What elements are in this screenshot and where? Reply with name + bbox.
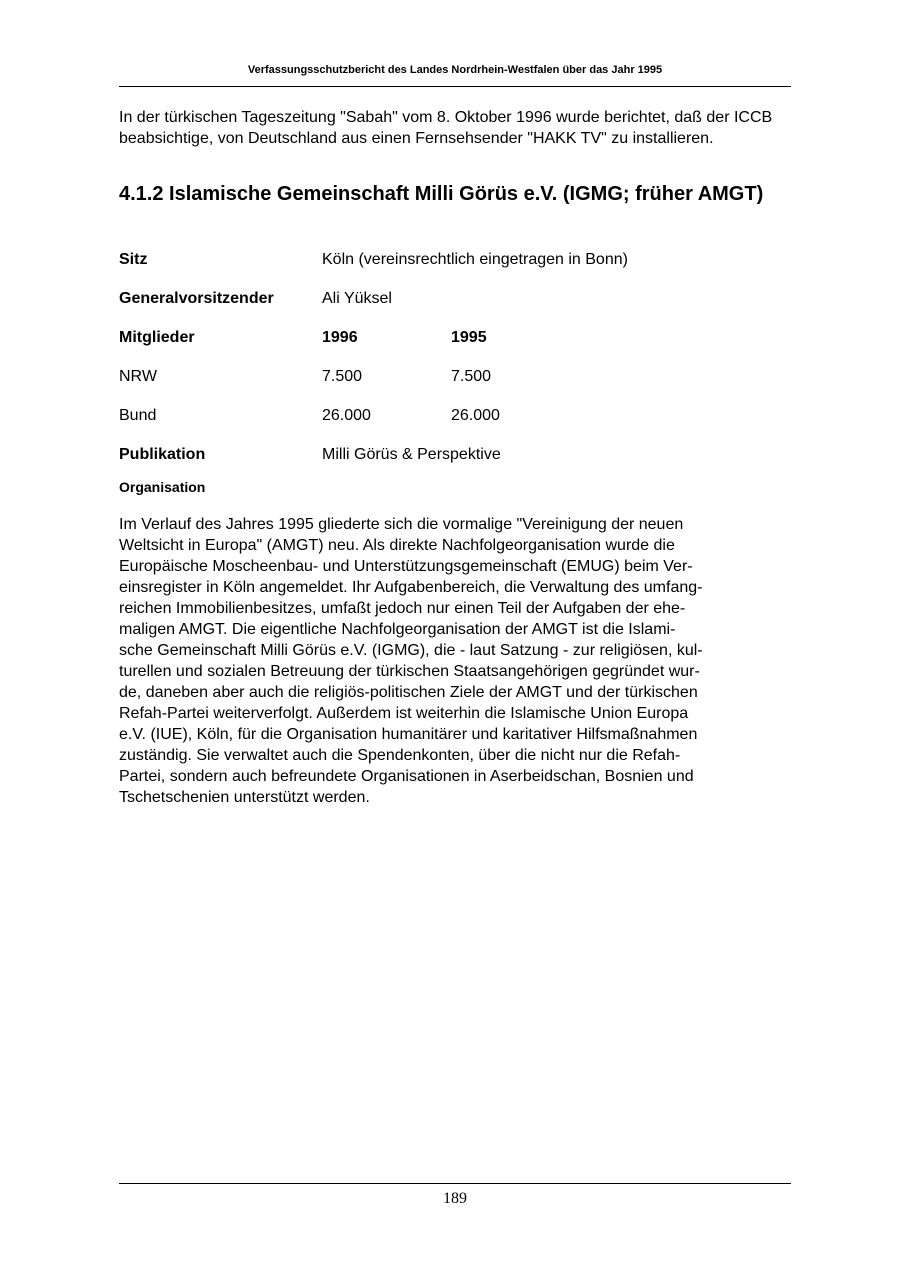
section-heading: 4.1.2 Islamische Gemeinschaft Milli Görüs e.V. (IGMG; früher AMGT) <box>119 183 764 205</box>
generalvorsitzender-value: Ali Yüksel <box>322 289 392 307</box>
nrw-1996-value: 7.500 <box>322 367 363 385</box>
bund-label: Bund <box>119 406 157 424</box>
paragraph-line: Im Verlauf des Jahres 1995 gliederte sich die vormalige "Vereinigung der neuen <box>119 516 684 533</box>
organisation-paragraph <box>119 514 791 808</box>
header-rule <box>119 86 791 87</box>
paragraph-line: Europäische Moscheenbau- und Unterstützungsgemeinschaft (EMUG) beim Ver- <box>119 558 693 575</box>
paragraph-line: zuständig. Sie verwaltet auch die Spendenkonten, über die nicht nur die Refah- <box>119 747 681 764</box>
facts-row-publikation <box>119 435 628 474</box>
nrw-label: NRW <box>119 367 157 385</box>
year-1995-header: 1995 <box>451 328 487 346</box>
paragraph-line: einsregister in Köln angemeldet. Ihr Aufgabenbereich, die Verwaltung des umfang- <box>119 579 703 596</box>
nrw-1995-value: 7.500 <box>451 367 492 385</box>
publikation-label: Publikation <box>119 445 206 463</box>
generalvorsitzender-label: Generalvorsitzender <box>119 289 274 307</box>
facts-row-mitglieder <box>119 318 628 357</box>
footer-rule <box>119 1183 791 1184</box>
organisation-heading: Organisation <box>119 479 206 495</box>
intro-paragraph: In der türkischen Tageszeitung "Sabah" vom 8. Oktober 1996 wurde berichtet, daß der ICCB beabsichtige, von Deutschland aus einen Fernsehsender "HAKK TV" zu installieren. <box>119 109 773 147</box>
bund-1995-value: 26.000 <box>451 406 500 424</box>
paragraph-line: maligen AMGT. Die eigentliche Nachfolgeorganisation der AMGT ist die Islami- <box>119 621 676 638</box>
page-number: 189 <box>443 1190 467 1207</box>
paragraph-line: Partei, sondern auch befreundete Organisationen in Aserbeidschan, Bosnien und <box>119 768 694 785</box>
running-header: Verfassungsschutzbericht des Landes Nordrhein-Westfalen über das Jahr 1995 <box>247 64 663 76</box>
paragraph-line: Tschetschenien unterstützt werden. <box>119 789 370 806</box>
mitglieder-label: Mitglieder <box>119 328 195 346</box>
paragraph-line: de, daneben aber auch die religiös-politischen Ziele der AMGT und der türkischen <box>119 684 698 701</box>
paragraph-line: sche Gemeinschaft Milli Görüs e.V. (IGMG), die - laut Satzung - zur religiösen, kul- <box>119 642 703 659</box>
publikation-value: Milli Görüs & Perspektive <box>322 445 501 463</box>
year-1996-header: 1996 <box>322 328 358 346</box>
sitz-label: Sitz <box>119 250 148 268</box>
facts-table <box>119 240 628 474</box>
paragraph-line: turellen und sozialen Betreuung der türkischen Staatsangehörigen gegründet wur- <box>119 663 700 680</box>
facts-row-sitz <box>119 240 628 279</box>
paragraph-line: reichen Immobilienbesitzes, umfaßt jedoch nur einen Teil der Aufgaben der ehe- <box>119 600 686 617</box>
facts-row-vorsitz <box>119 279 628 318</box>
bund-1996-value: 26.000 <box>322 406 371 424</box>
paragraph-line: Refah-Partei weiterverfolgt. Außerdem ist weiterhin die Islamische Union Europa <box>119 705 689 722</box>
paragraph-line: e.V. (IUE), Köln, für die Organisation humanitärer und karitativer Hilfsmaßnahmen <box>119 726 698 743</box>
paragraph-line: Weltsicht in Europa" (AMGT) neu. Als direkte Nachfolgeorganisation wurde die <box>119 537 675 554</box>
sitz-value: Köln (vereinsrechtlich eingetragen in Bonn) <box>322 250 628 268</box>
facts-row-nrw <box>119 357 628 396</box>
facts-row-bund <box>119 396 628 435</box>
